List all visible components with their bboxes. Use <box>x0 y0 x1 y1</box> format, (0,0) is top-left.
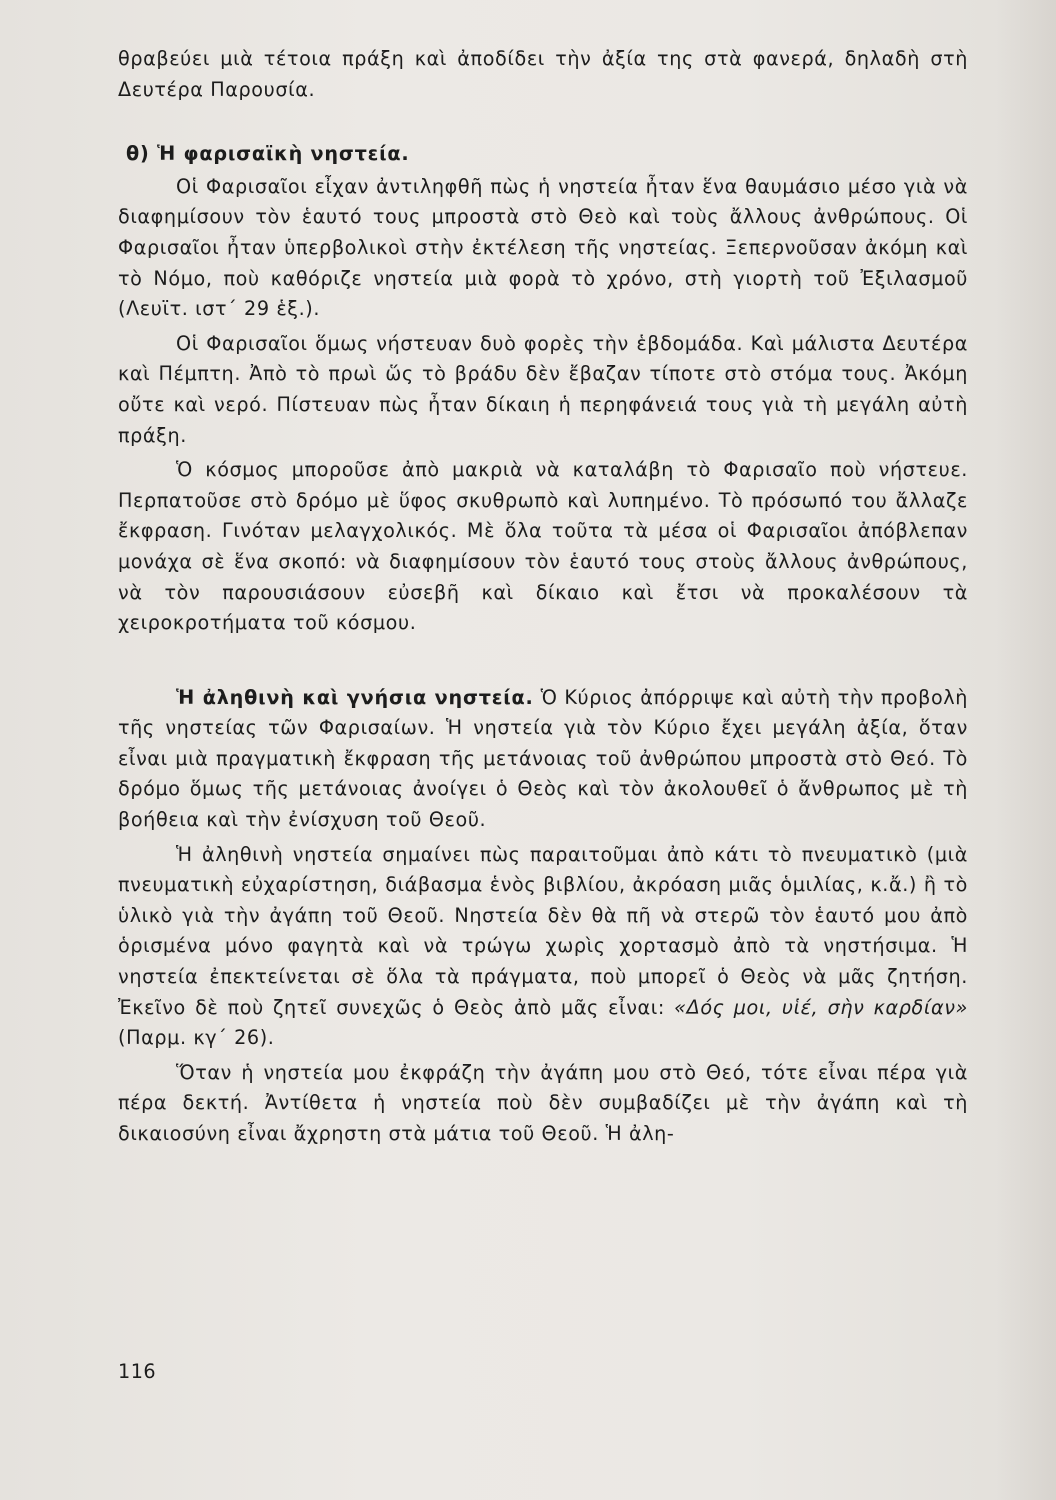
paragraph-love-of-god: Ὅταν ἡ νηστεία μου ἐκφράζη τὴν ἀγάπη μου στὸ Θεό, τότε εἶναι πέρα γιὰ πέρα δεκτή. Ἀντίθετα ἡ νηστεία ποὺ δὲν συμβαδίζει μὲ τὴν ἀγάπη καὶ τὴ δικαιοσύνη εἶναι ἄχρηστη στὰ μάτια τοῦ Θεοῦ. Ἡ ἀλη- <box>118 1060 968 1145</box>
paragraph-true-fasting-intro <box>118 683 968 836</box>
body-text <box>118 44 968 1150</box>
scripture-quote: «Δός μοι, υἱέ, σὴν καρδίαν» <box>674 995 968 1019</box>
paragraph-twice-weekly: Οἱ Φαρισαῖοι ὅμως νήστευαν δυὸ φορὲς τὴν ἑβδομάδα. Καὶ μάλιστα Δευτέρα καὶ Πέμπτη. Ἀπὸ τὸ πρωὶ ὥς τὸ βράδυ δὲν ἔβαζαν τίποτε στὸ στόμα τους. Ἀκόμη οὔτε καὶ νερό. Πίστευαν πὼς ἦταν δίκαιη ἡ περηφάνειά τους γιὰ τὴ μεγάλη αὐτὴ πράξη. <box>118 331 968 447</box>
paragraph-true-fasting-meaning <box>118 840 968 1054</box>
section-heading-pharisaic-fasting: θ) Ἡ φαρισαϊκὴ νηστεία. <box>126 142 410 166</box>
true-fasting-text: Ὁ Κύριος ἀπόρριψε καὶ αὐτὴ τὴν προβολὴ τῆς νηστείας τῶν Φαρισαίων. Ἡ νηστεία γιὰ τὸν Κύριο ἔχει μεγάλη ἀξία, ὅταν εἶναι μιὰ πραγματικὴ ἔκφραση τῆς μετάνοιας τοῦ ἀνθρώπου μπροστὰ στὸ Θεό. Τὸ δρόμο ὅμως τῆς μετάνοιας ἀνοίγει ὁ Θεὸς καὶ τὸν ἀκολουθεῖ ὁ ἄνθρωπος μὲ τὴ βοήθεια καὶ τὴν ἐνίσχυση τοῦ Θεοῦ. <box>118 685 968 832</box>
true-fasting-meaning-text: Ἡ ἀληθινὴ νηστεία σημαίνει πὼς παραιτοῦμαι ἀπὸ κάτι τὸ πνευματικὸ (μιὰ πνευματικὴ εὐχαρίστηση, διάβασμα ἑνὸς βιβλίου, ἀκρόαση μιᾶς ὁμιλίας, κ.ἄ.) ἢ τὸ ὑλικὸ γιὰ τὴν ἀγάπη τοῦ Θεοῦ. Νηστεία δὲν θὰ πῆ νὰ στερῶ τὸν ἑαυτό μου ἀπὸ ὁρισμένα μόνο φαγητὰ καὶ νὰ τρώγω χωρὶς χορτασμὸ ἀπὸ τὰ νηστήσιμα. Ἡ νηστεία ἐπεκτείνεται σὲ ὅλα τὰ πράγματα, ποὺ μπορεῖ ὁ Θεὸς νὰ μᾶς ζητήση. Ἐκεῖνο δὲ ποὺ ζητεῖ συνεχῶς ὁ Θεὸς ἀπὸ μᾶς εἶναι: <box>118 842 968 1019</box>
intro-paragraph: θραβεύει μιὰ τέτοια πράξη καὶ ἀποδίδει τὴν ἀξία της στὰ φανερά, δηλαδὴ στὴ Δευτέρα Παρουσία. <box>118 47 968 101</box>
section-heading-true-fasting: Ἡ ἀληθινὴ καὶ γνήσια νηστεία. <box>176 685 534 709</box>
paragraph-pharisees-fasting: Οἱ Φαρισαῖοι εἶχαν ἀντιληφθῆ πὼς ἡ νηστεία ἦταν ἕνα θαυμάσιο μέσο γιὰ νὰ διαφημίσουν τὸν ἑαυτό τους μπροστὰ στὸ Θεὸ καὶ τοὺς ἄλλους ἀνθρώπους. Οἱ Φαρισαῖοι ἦταν ὑπερβολικοὶ στὴν ἐκτέλεση τῆς νηστείας. Ξεπερνοῦσαν ἀκόμη καὶ τὸ Νόμο, ποὺ καθόριζε νηστεία μιὰ φορὰ τὸ χρόνο, στὴ γιορτὴ τοῦ Ἐξιλασμοῦ (Λευϊτ. ιστ΄ 29 ἑξ.). <box>118 174 968 321</box>
scripture-reference: (Παρμ. κγ΄ 26). <box>118 1026 275 1050</box>
paragraph-public-display: Ὁ κόσμος μποροῦσε ἀπὸ μακριὰ νὰ καταλάβη τὸ Φαρισαῖο ποὺ νήστευε. Περπατοῦσε στὸ δρόμο μὲ ὕφος σκυθρωπὸ καὶ λυπημένο. Τὸ πρόσωπό του ἄλλαζε ἔκφραση. Γινόταν μελαγχολικός. Μὲ ὅλα τοῦτα τὰ μέσα οἱ Φαρισαῖοι ἀπόβλεπαν μονάχα σὲ ἕνα σκοπό: νὰ διαφημίσουν τὸν ἑαυτό τους στοὺς ἄλλους ἀνθρώπους, νὰ τὸν παρουσιάσουν εὐσεβῆ καὶ δίκαιο καὶ ἔτσι νὰ προκαλέσουν τὰ χειροκροτήματα τοῦ κόσμου. <box>118 458 968 635</box>
page-number: 116 <box>118 1360 157 1383</box>
